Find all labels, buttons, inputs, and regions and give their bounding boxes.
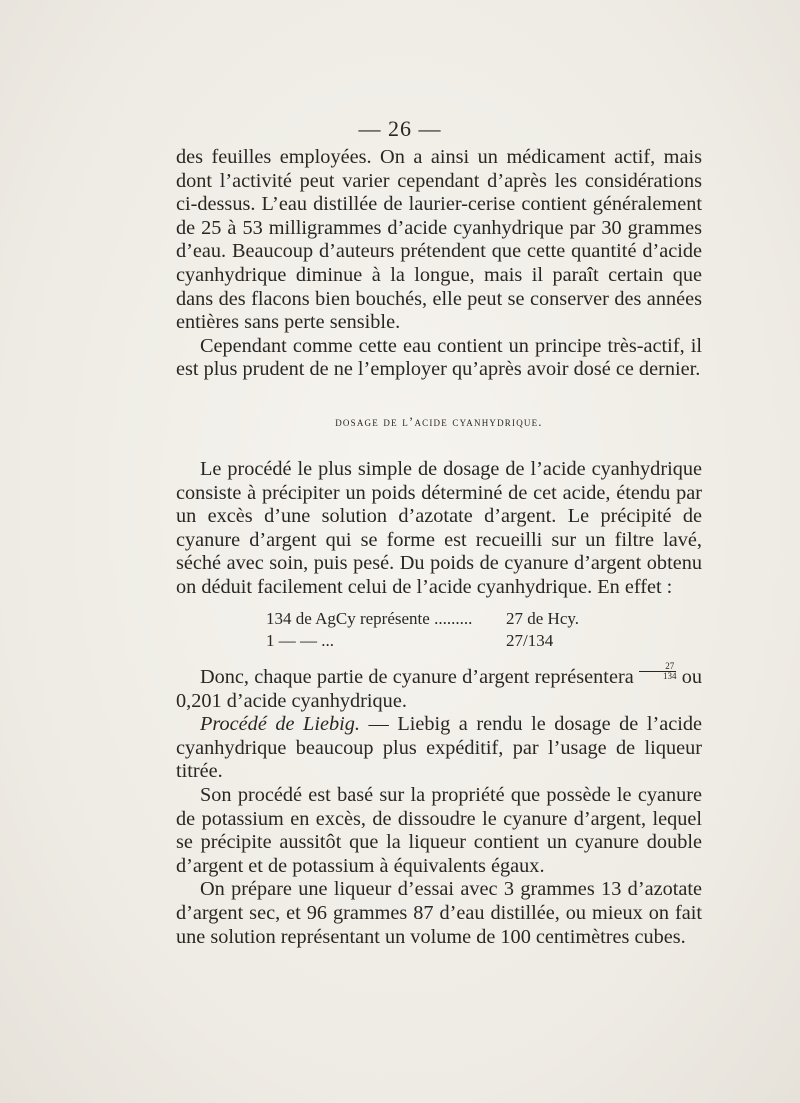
table-cell: 27 de Hcy.: [506, 609, 580, 628]
paragraph-potassium: Son procédé est basé sur la propriété que possède le cyanure de potassium en excès, de dissoudre le cyanure d’argent, lequel se précipite aussitôt que la liqueur contient un cyanure double d’argent et de potassium à équivalents égaux.: [176, 783, 702, 877]
table-row: [266, 630, 626, 652]
table-cell: 1 — — ...: [266, 631, 334, 650]
ratio-text-before: Donc, chaque partie de cyanure d’argent représentera: [200, 666, 639, 688]
table-cell: 27/134: [506, 631, 554, 650]
liebig-title: Procédé de Liebig.: [200, 713, 360, 736]
fraction: [639, 662, 677, 681]
text-block-liebig: [176, 662, 702, 949]
text-block-top: [176, 146, 702, 382]
paragraph-simple-method: Le procédé le plus simple de dosage de l’acide cyanhydrique consiste à précipiter un poids déterminé de cet acide, étendu par un excès d’une solution d’azotate d’argent. Le précipité de cyanure d’argent qui se forme est recueilli sur un filtre lavé, séché avec soin, puis pesé. Du poids de cyanure d’argent obtenu on déduit facilement celui de l’acide cyanhydrique. En effet :: [176, 458, 702, 598]
page-number: — 26 —: [358, 116, 442, 141]
paragraph-ratio: [176, 662, 702, 713]
paragraph-prudence: Cependant comme cette eau contient un principe très-actif, il est plus prudent de ne l’employer qu’après avoir dosé ce dernier.: [176, 334, 702, 381]
paragraph-laurier-cerise: des feuilles employées. On a ainsi un médicament actif, mais dont l’activité peut varier cependant d’après les considérations ci-dessus. L’eau distillée de laurier-cerise contient généralement de 25 à 53 milligrammes d’acide cyanhydrique par 30 grammes d’eau. Beaucoup d’auteurs prétendent que cette quantité d’acide cyanhydrique diminue à la longue, mais il paraît certain que dans des flacons bien bouchés, elle peut se conserver des années entières sans perte sensible.: [176, 146, 702, 334]
section-heading: dosage de l’acide cyanhydrique.: [335, 414, 543, 429]
fraction-denominator: 134: [662, 671, 677, 681]
ratio-text-after: ou 0,201 d’acide cyanhydrique.: [176, 666, 702, 712]
table-cell: 134 de AgCy représente .........: [266, 609, 473, 628]
paragraph-preparation: On prépare une liqueur d’essai avec 3 grammes 13 d’azotate d’argent sec, et 96 grammes 87 d’eau distillée, ou mieux on fait une solution représentant un volume de 100 centimètres cubes.: [176, 878, 702, 948]
liebig-text: — Liebig a rendu le dosage de l’acide cyanhydrique beaucoup plus expéditif, par l’usage de liqueur titrée.: [176, 713, 702, 783]
equivalence-table: [266, 608, 626, 652]
text-block-dosage: [176, 458, 702, 600]
paragraph-liebig: [176, 713, 702, 784]
table-row: [266, 608, 626, 630]
fraction-numerator: 27: [639, 662, 677, 672]
